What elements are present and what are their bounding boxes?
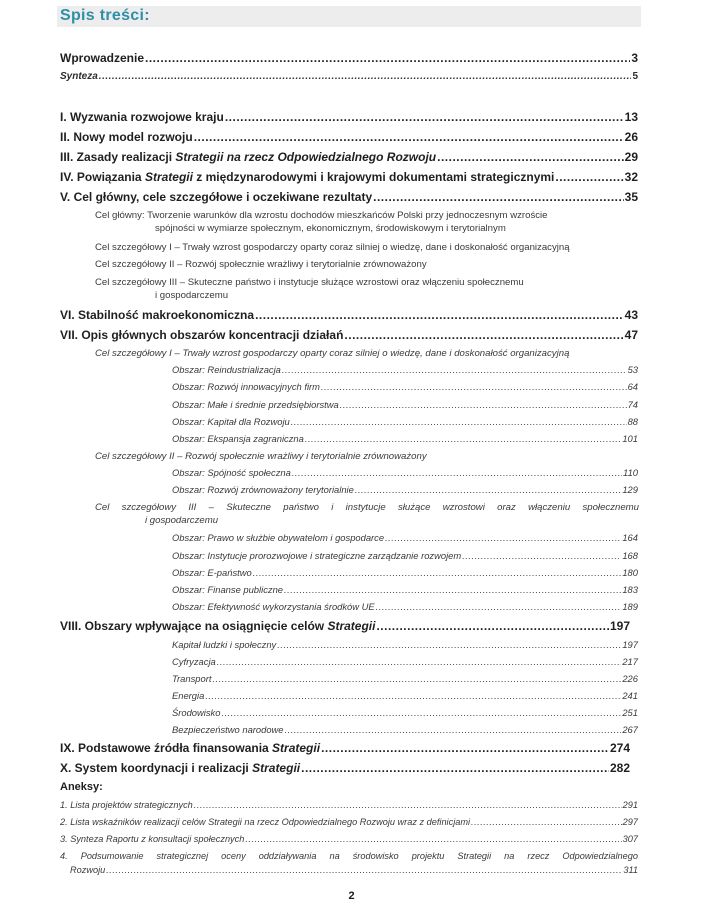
toc-entry-area[interactable]: Obszar: Ekspansja zagraniczna ..... 101 — [172, 433, 638, 444]
toc-entry-chapter-10[interactable]: X. System koordynacji i realizacji Strategii ..... 282 — [60, 761, 630, 775]
toc-entry-area[interactable]: Obszar: Finanse publiczne ..... 183 — [172, 584, 638, 595]
annex-4-line-1: 4. Podsumowanie strategicznej oceny oddziaływania na środowisko projektu Strategii na rzecz Odpowiedzialnego — [60, 851, 638, 861]
page-number: 2 — [348, 890, 355, 902]
goal-3-line-1: Cel szczegółowy III – Skuteczne państwo i instytucje służące wzrostowi oraz włączeniu społecznemu — [95, 277, 524, 288]
ch7-goal-2: Cel szczegółowy II – Rozwój społecznie wrażliwy i terytorialnie zrównoważony — [95, 451, 427, 462]
toc-entry-chapter-9[interactable]: IX. Podstawowe źródła finansowania Strategii ..... 274 — [60, 741, 630, 755]
toc-entry-topic[interactable]: Transport ..... 226 — [172, 673, 638, 684]
toc-entry-area[interactable]: Obszar: Efektywność wykorzystania środków UE ..... 189 — [172, 601, 638, 612]
goal-1: Cel szczegółowy I – Trwały wzrost gospodarczy oparty coraz silniej o wiedzę, dane i doskonałość organizacyjną — [95, 242, 570, 253]
toc-entry-chapter-2[interactable]: II. Nowy model rozwoju ..... 26 — [60, 130, 638, 144]
goal-main-line-1: Cel główny: Tworzenie warunków dla wzrostu dochodów mieszkańców Polski przy jednoczesnym wzroście — [95, 210, 548, 221]
toc-entry-chapter-3[interactable]: III. Zasady realizacji Strategii na rzecz Odpowiedzialnego Rozwoju ..... 29 — [60, 150, 638, 164]
toc-entry-area[interactable]: Obszar: Instytucje prorozwojowe i strategiczne zarządzanie rozwojem ..... 168 — [172, 550, 638, 561]
ch7-goal-1: Cel szczegółowy I – Trwały wzrost gospodarczy oparty coraz silniej o wiedzę, dane i doskonałość organizacyjną — [95, 348, 570, 359]
toc-entry-annex[interactable]: 2. Lista wskaźników realizacji celów Strategii na rzecz Odpowiedzialnego Rozwoju wraz z definicjami ..... 297 — [60, 817, 638, 827]
toc-title: Spis treści: — [60, 7, 150, 24]
toc-entry-annex[interactable]: 1. Lista projektów strategicznych ..... 291 — [60, 800, 638, 810]
toc-entry-chapter-1[interactable]: I. Wyzwania rozwojowe kraju ..... 13 — [60, 110, 638, 124]
toc-entry-topic[interactable]: Cyfryzacja ..... 217 — [172, 656, 638, 667]
toc-entry-area[interactable]: Obszar: E-państwo ..... 180 — [172, 567, 638, 578]
toc-entry-area[interactable]: Obszar: Małe i średnie przedsiębiorstwa ..... 74 — [172, 399, 638, 410]
toc-entry-chapter-7[interactable]: VII. Opis głównych obszarów koncentracji działań ..... 47 — [60, 328, 638, 342]
goal-3-line-2: i gospodarczemu — [155, 290, 229, 301]
toc-entry-chapter-6[interactable]: VI. Stabilność makroekonomiczna ..... 43 — [60, 308, 638, 322]
toc-entry-chapter-5[interactable]: V. Cel główny, cele szczegółowe i oczekiwane rezultaty ..... 35 — [60, 190, 638, 204]
toc-entry-topic[interactable]: Kapitał ludzki i społeczny ..... 197 — [172, 639, 638, 650]
toc-entry-wprowadzenie[interactable]: Wprowadzenie ..... 3 — [60, 51, 638, 65]
ch7-goal-3-line-2: i gospodarczemu — [145, 515, 219, 526]
toc-entry-area[interactable]: Obszar: Kapitał dla Rozwoju ..... 88 — [172, 416, 638, 427]
toc-entry-area[interactable]: Obszar: Prawo w służbie obywatelom i gospodarce ..... 164 — [172, 532, 638, 543]
toc-entry-chapter-4[interactable]: IV. Powiązania Strategii z międzynarodowymi i krajowymi dokumentami strategicznymi ..... 32 — [60, 170, 638, 184]
toc-entry-annex[interactable]: Rozwoju ..... 311 — [70, 865, 638, 875]
toc-entry-synteza[interactable]: Synteza ..... 5 — [60, 71, 638, 82]
ch7-goal-3-line-1: Cel szczegółowy III – Skuteczne państwo i instytucje służące wzrostowi oraz włączeniu społecznemu — [95, 502, 639, 513]
toc-entry-area[interactable]: Obszar: Rozwój innowacyjnych firm ..... 64 — [172, 381, 638, 392]
toc-entry-topic[interactable]: Środowisko ..... 251 — [172, 707, 638, 718]
toc-entry-area[interactable]: Obszar: Reindustrializacja ..... 53 — [172, 364, 638, 375]
annexes-heading: Aneksy: — [60, 781, 103, 793]
toc-entry-area[interactable]: Obszar: Rozwój zrównoważony terytorialnie ..... 129 — [172, 484, 638, 495]
toc-entry-area[interactable]: Obszar: Spójność społeczna ..... 110 — [172, 467, 638, 478]
goal-main-line-2: spójności w wymiarze społecznym, ekonomicznym, środowiskowym i terytorialnym — [155, 223, 506, 234]
goal-2: Cel szczegółowy II – Rozwój społecznie wrażliwy i terytorialnie zrównoważony — [95, 259, 427, 270]
toc-entry-topic[interactable]: Energia ..... 241 — [172, 690, 638, 701]
toc-entry-chapter-8[interactable]: VIII. Obszary wpływające na osiągnięcie celów Strategii ..... 197 — [60, 619, 630, 633]
toc-entry-annex[interactable]: 3. Synteza Raportu z konsultacji społecznych ..... 307 — [60, 834, 638, 844]
toc-entry-topic[interactable]: Bezpieczeństwo narodowe ..... 267 — [172, 724, 638, 735]
